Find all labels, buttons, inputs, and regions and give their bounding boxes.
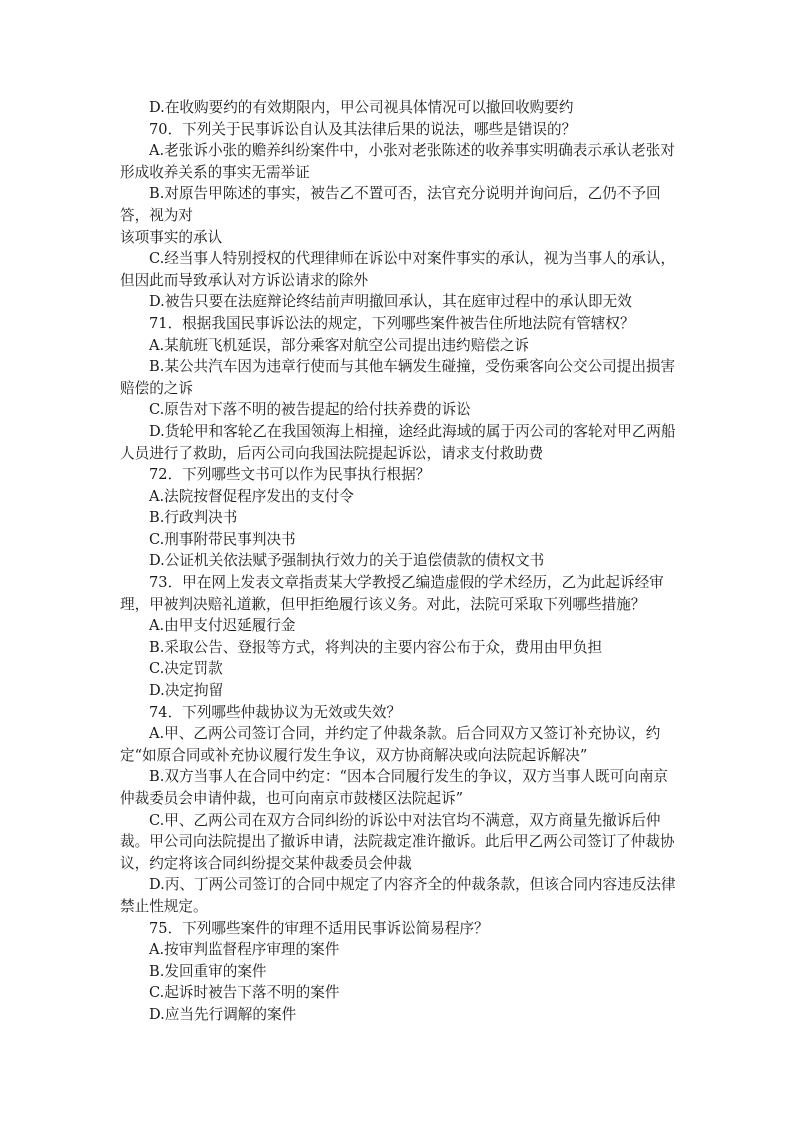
question-text: 72．下列哪些文书可以作为民事执行根据？ <box>149 466 431 484</box>
paragraph-text: A.法院按督促程序发出的支付令 <box>149 487 354 505</box>
paragraph-text: B.某公共汽车因为违章行使而与其他车辆发生碰撞，受伤乘客向公交公司提出损害赔偿的之诉 <box>120 358 676 397</box>
paragraph-text: B.采取公告、登报等方式，将判决的主要内容公布于众，费用由甲负担 <box>149 638 603 656</box>
paragraph-text: C.甲、乙两公司在双方合同纠纷的诉讼中对法官均不满意，双方商量先撤诉后仲裁。甲公司向法院提出了撤诉申请，法院裁定准许撤诉。此后甲乙两公司签订了仲裁协议，约定将该合同纠纷提交某仲裁委员会仲裁 <box>120 811 675 872</box>
paragraph-text: C.刑事附带民事判决书 <box>149 530 296 548</box>
paragraph-text: B.发回重审的案件 <box>149 962 267 980</box>
question-text: 71．根据我国民事诉讼法的规定，下列哪些案件被告住所地法院有管辖权？ <box>149 314 635 332</box>
paragraph-text: A.老张诉小张的赡养纠纷案件中，小张对老张陈述的收养事实明确表示承认老张对形成收养关系的事实无需举证 <box>120 142 675 181</box>
paragraph-text: C.经当事人特别授权的代理律师在诉讼中对案件事实的承认，视为当事人的承认，但因此而导致承认对方诉讼请求的除外 <box>120 250 676 289</box>
question-text: 70．下列关于民事诉讼自认及其法律后果的说法，哪些是错误的？ <box>149 120 577 138</box>
paragraph-text: A.甲、乙两公司签订合同，并约定了仲裁条款。后合同双方又签订补充协议，约定“如原合同或补充协议履行发生争议，双方协商解决或向法院起诉解决” <box>120 725 661 764</box>
document-body <box>120 97 680 1026</box>
paragraph-text: D.被告只要在法庭辩论终结前声明撤回承认，其在庭审过程中的承认即无效 <box>149 293 632 311</box>
paragraph-text: 该项事实的承认 <box>120 228 223 246</box>
paragraph-text: B.对原告甲陈述的事实，被告乙不置可否，法官充分说明并询问后，乙仍不予回答，视为对 <box>120 185 661 224</box>
paragraph-text: A.某航班飞机延误，部分乘客对航空公司提出违约赔偿之诉 <box>149 336 530 354</box>
paragraph-text: A.按审判监督程序审理的案件 <box>149 941 340 959</box>
paragraph-text: A.由甲支付迟延履行金 <box>149 617 296 635</box>
paragraph-text: C.决定罚款 <box>149 660 223 678</box>
question-text: 73．甲在网上发表文章指责某大学教授乙编造虚假的学术经历，乙为此起诉经审理，甲被判决赔礼道歉，但甲拒绝履行该义务。对此，法院可采取下列哪些措施？ <box>120 574 664 613</box>
paragraph-text: B.双方当事人在合同中约定：“因本合同履行发生的争议，双方当事人既可向南京仲裁委员会申请仲裁，也可向南京市鼓楼区法院起诉” <box>120 768 669 807</box>
paragraph-text: B.行政判决书 <box>149 509 238 527</box>
question-text: 74．下列哪些仲裁协议为无效或失效？ <box>149 703 402 721</box>
paragraph-text: C.起诉时被告下落不明的案件 <box>149 984 340 1002</box>
paragraph-text: D.在收购要约的有效期限内，甲公司视具体情况可以撤回收购要约 <box>149 99 574 116</box>
paragraph-text: D.决定拘留 <box>149 682 224 700</box>
paragraph-text: D.应当先行调解的案件 <box>149 1005 297 1023</box>
paragraph-text: D.丙、丁两公司签订的合同中规定了内容齐全的仲裁条款，但该合同内容违反法律禁止性规定。 <box>120 876 676 915</box>
question-text: 75．下列哪些案件的审理不适用民事诉讼简易程序？ <box>149 919 489 937</box>
paragraph-text: C.原告对下落不明的被告提起的给付扶养费的诉讼 <box>149 401 471 419</box>
paragraph-text: D.公证机关依法赋予强制执行效力的关于追偿债款的债权文书 <box>149 552 545 570</box>
paragraph-text: D.货轮甲和客轮乙在我国领海上相撞，途经此海域的属于丙公司的客轮对甲乙两船人员进行了救助，后丙公司向我国法院提起诉讼，请求支付救助费 <box>120 422 676 462</box>
